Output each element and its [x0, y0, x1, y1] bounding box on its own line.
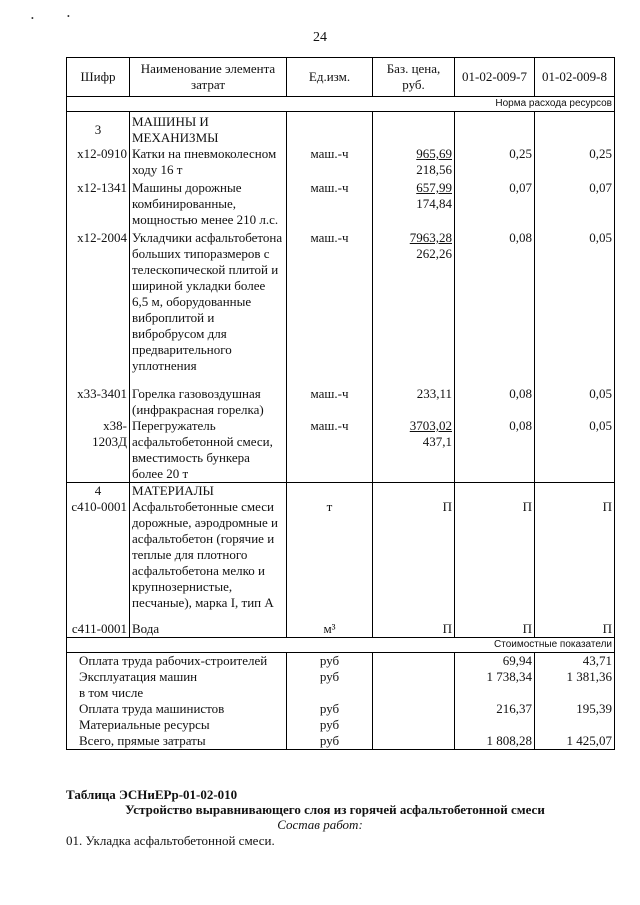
resource-table	[66, 57, 615, 750]
row-unit: маш.-ч	[287, 146, 373, 178]
cost-name: Оплата труда машинистов	[67, 701, 287, 717]
row-price-wage: 218,56	[416, 162, 452, 177]
row-code: х33-3401	[67, 374, 130, 418]
row-value-1: 0,08	[455, 418, 535, 483]
header-unit: Ед.изм.	[287, 58, 373, 97]
row-price: 657,99	[416, 180, 452, 195]
page-number: 24	[313, 30, 327, 45]
table-header	[67, 58, 615, 97]
scan-speck: •	[67, 12, 70, 21]
row-price: П	[373, 611, 455, 638]
cost-value-1: 1 738,34	[455, 669, 535, 685]
cost-name: Оплата труда рабочих-строителей	[67, 653, 287, 670]
row-unit: т	[287, 499, 373, 611]
row-value-1: 0,08	[455, 374, 535, 418]
table-row	[67, 611, 615, 638]
row-value-2: П	[602, 621, 612, 636]
norm-row	[67, 97, 615, 112]
scan-speck: •	[31, 14, 34, 23]
table-row	[67, 418, 615, 483]
header-code: Шифр	[67, 58, 130, 97]
row-value-1: 0,07	[455, 178, 535, 228]
row-price: 3703,02	[409, 418, 452, 433]
row-code: х12-2004	[67, 228, 130, 374]
row-name: Асфальтобетонные смеси дорожные, аэродромные и асфальтобетон (горячие и теплые для плотного асфальтобетона мелко и крупнозернистые, песчаные), марка I, тип А	[130, 499, 287, 611]
row-name: Катки на пневмоколесном ходу 16 т	[130, 146, 287, 178]
row-value-2: 0,25	[589, 146, 612, 161]
row-name: Горелка газовоздушная (инфракрасная горелка)	[130, 374, 287, 418]
row-unit: маш.-ч	[287, 374, 373, 418]
row-value-2: П	[602, 499, 612, 514]
header-base-price: Баз. цена, руб.	[373, 58, 455, 97]
cost-row	[67, 685, 615, 701]
cost-row	[67, 669, 615, 685]
cost-value-1: 216,37	[455, 701, 535, 717]
section-row	[67, 483, 615, 500]
cost-label: Стоимостные показатели	[67, 638, 615, 653]
row-price-wage: 437,1	[422, 434, 452, 449]
row-value-2: 0,05	[589, 230, 612, 245]
row-code: с410-0001	[67, 499, 130, 611]
row-value-2: 0,05	[589, 418, 612, 433]
row-unit: маш.-ч	[287, 228, 373, 374]
row-price-wage: 174,84	[416, 196, 452, 211]
header-col1: 01-02-009-7	[455, 58, 535, 97]
section-code: 4	[67, 483, 130, 500]
row-unit: м³	[287, 611, 373, 638]
cost-name: Всего, прямые затраты	[67, 733, 287, 750]
row-name: Вода	[130, 611, 287, 638]
row-price: П	[373, 499, 455, 611]
row-code: х38-1203Д	[67, 418, 130, 483]
cost-value-2: 1 381,36	[566, 669, 612, 684]
cost-value-1: 1 808,28	[455, 733, 535, 750]
cost-unit: руб	[287, 717, 373, 733]
cost-unit: руб	[287, 733, 373, 750]
row-price: 965,69	[416, 146, 452, 161]
composition-heading: Состав работ:	[277, 817, 363, 832]
table-description: Устройство выравнивающего слоя из горячей асфальтобетонной смеси	[125, 802, 545, 817]
row-name: Машины дорожные комбинированные, мощностью менее 210 л.с.	[130, 178, 287, 228]
header-name: Наименование элемента затрат	[130, 58, 287, 97]
cost-value-2: 195,39	[576, 701, 612, 716]
row-price-wage: 262,26	[416, 246, 452, 261]
header-col2: 01-02-009-8	[535, 58, 615, 97]
cost-unit: руб	[287, 653, 373, 670]
cost-value-1: 69,94	[455, 653, 535, 670]
table-row	[67, 374, 615, 418]
cost-row	[67, 733, 615, 750]
section-row	[67, 112, 615, 147]
cost-label-row	[67, 638, 615, 653]
row-value-2: 0,05	[589, 386, 612, 401]
cost-row	[67, 701, 615, 717]
cost-value-2: 1 425,07	[566, 733, 612, 748]
cost-name: Эксплуатация машин	[67, 669, 287, 685]
cost-name: в том числе	[67, 685, 287, 701]
cost-unit: руб	[287, 669, 373, 685]
cost-unit: руб	[287, 701, 373, 717]
row-code: х12-1341	[67, 178, 130, 228]
row-value-2: 0,07	[589, 180, 612, 195]
row-code: х12-0910	[67, 146, 130, 178]
row-unit: маш.-ч	[287, 178, 373, 228]
norm-label: Норма расхода ресурсов	[67, 97, 615, 112]
composition-step: 01. Укладка асфальтобетонной смеси.	[66, 833, 275, 848]
row-code: с411-0001	[67, 611, 130, 638]
row-value-1: 0,08	[455, 228, 535, 374]
cost-row	[67, 717, 615, 733]
section-title: МАТЕРИАЛЫ	[130, 483, 287, 500]
cost-name: Материальные ресурсы	[67, 717, 287, 733]
row-price: 233,11	[373, 374, 455, 418]
row-unit: маш.-ч	[287, 418, 373, 483]
row-value-1: 0,25	[455, 146, 535, 178]
row-value-1: П	[455, 499, 535, 611]
row-name: Перегружатель асфальтобетонной смеси, вместимость бункера более 20 т	[130, 418, 287, 483]
table-row	[67, 146, 615, 178]
table-title: Таблица ЭСНиЕРр-01-02-010	[66, 787, 238, 802]
row-price: 7963,28	[409, 230, 452, 245]
section-title: МАШИНЫ И МЕХАНИЗМЫ	[130, 112, 287, 147]
row-name: Укладчики асфальтобетона больших типоразмеров с телескопической плитой и шириной укладки более 6,5 м, оборудованные виброплитой и вибробрусом для предварительного уплотнения	[130, 228, 287, 374]
section-code: 3	[67, 112, 130, 147]
cost-row	[67, 653, 615, 670]
table-row	[67, 178, 615, 228]
cost-value-2: 43,71	[582, 653, 612, 668]
table-row	[67, 228, 615, 374]
row-value-1: П	[455, 611, 535, 638]
table-row	[67, 499, 615, 611]
